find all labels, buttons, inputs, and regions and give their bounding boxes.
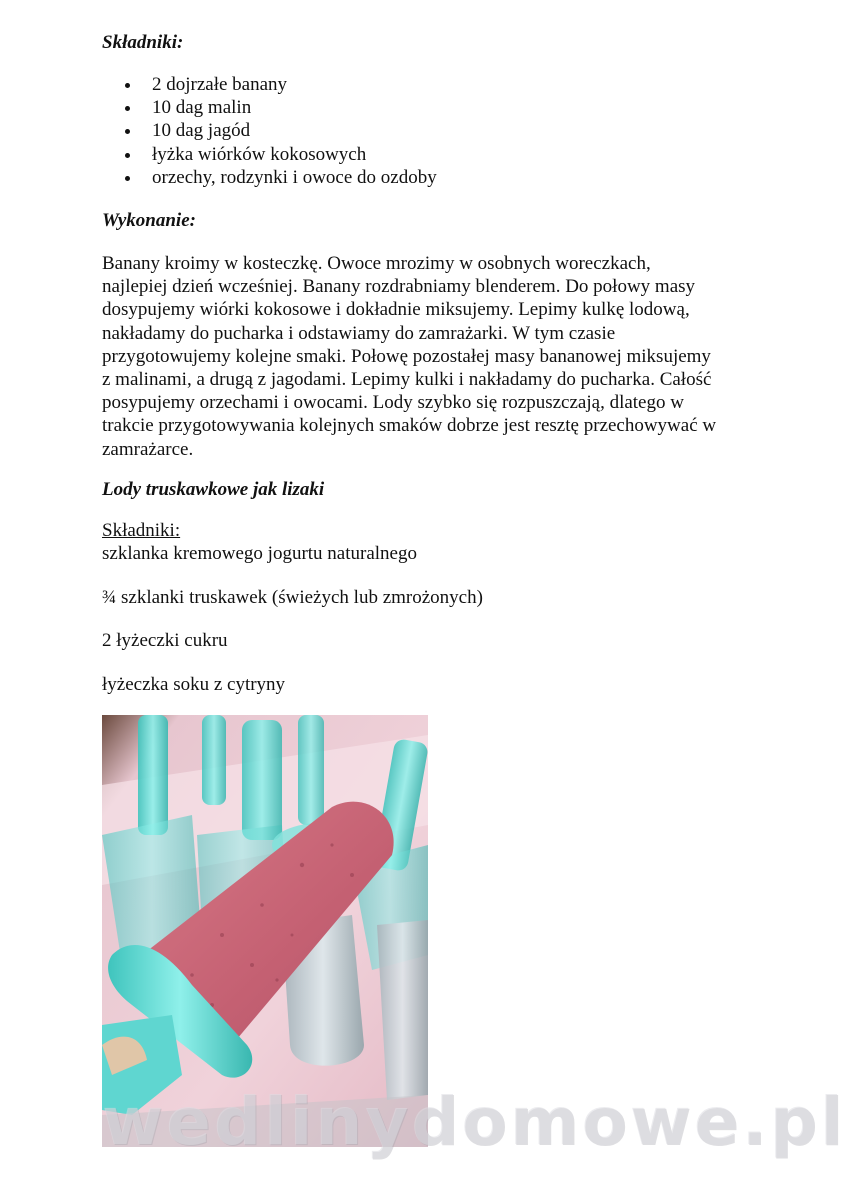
paragraph-line: zamrażarce.: [102, 438, 194, 460]
recipe-title: Lody truskawkowe jak lizaki: [102, 479, 325, 500]
bullet-icon: [125, 176, 130, 181]
paragraph-line: nakładamy do pucharka i odstawiamy do zamrażarki. W tym czasie: [102, 322, 616, 344]
instructions-heading: Wykonanie:: [102, 210, 196, 231]
list-item: 10 dag jagód: [122, 119, 437, 142]
list-item: 10 dag malin: [122, 96, 437, 119]
instructions-paragraph: [102, 252, 762, 461]
paragraph-line: przygotowujemy kolejne smaki. Połowę pozostałej masy bananowej miksujemy: [102, 345, 711, 367]
ingredients-heading: Składniki:: [102, 32, 184, 53]
ingredient-line: ¾ szklanki truskawek (świeżych lub zmrożonych): [102, 587, 483, 608]
paragraph-line: dosypujemy wiórki kokosowe i dokładnie miksujemy. Lepimy kulkę lodową,: [102, 299, 690, 321]
list-item: 2 dojrzałe banany: [122, 73, 437, 96]
paragraph-line: posypujemy orzechami i owocami. Lody szybko się rozpuszczają, dlatego w: [102, 392, 684, 414]
bullet-icon: [125, 129, 130, 134]
bullet-icon: [125, 83, 130, 88]
bullet-icon: [125, 153, 130, 158]
paragraph-line: z malinami, a drugą z jagodami. Lepimy kulki i nakładamy do pucharka. Całość: [102, 369, 712, 391]
ingredients-list: [122, 73, 437, 189]
ingredient-line: 2 łyżeczki cukru: [102, 630, 228, 651]
ingredient-line: szklanka kremowego jogurtu naturalnego: [102, 543, 417, 564]
ingredient-line: łyżeczka soku z cytryny: [102, 674, 286, 695]
paragraph-line: Banany kroimy w kosteczkę. Owoce mrozimy w osobnych woreczkach,: [102, 253, 651, 274]
ingredients-subheading: Składniki:: [102, 520, 181, 541]
list-item: orzechy, rodzynki i owoce do ozdoby: [122, 166, 437, 189]
paragraph-line: trakcie przygotowywania kolejnych smaków dobrze jest resztę przechowywać w: [102, 415, 717, 437]
watermark: wedlinydomowe.pl: [102, 1083, 846, 1160]
list-item: łyżka wiórków kokosowych: [122, 143, 437, 166]
paragraph-line: najlepiej dzień wcześniej. Banany rozdrabniamy blenderem. Do połowy masy: [102, 276, 696, 298]
bullet-icon: [125, 106, 130, 111]
